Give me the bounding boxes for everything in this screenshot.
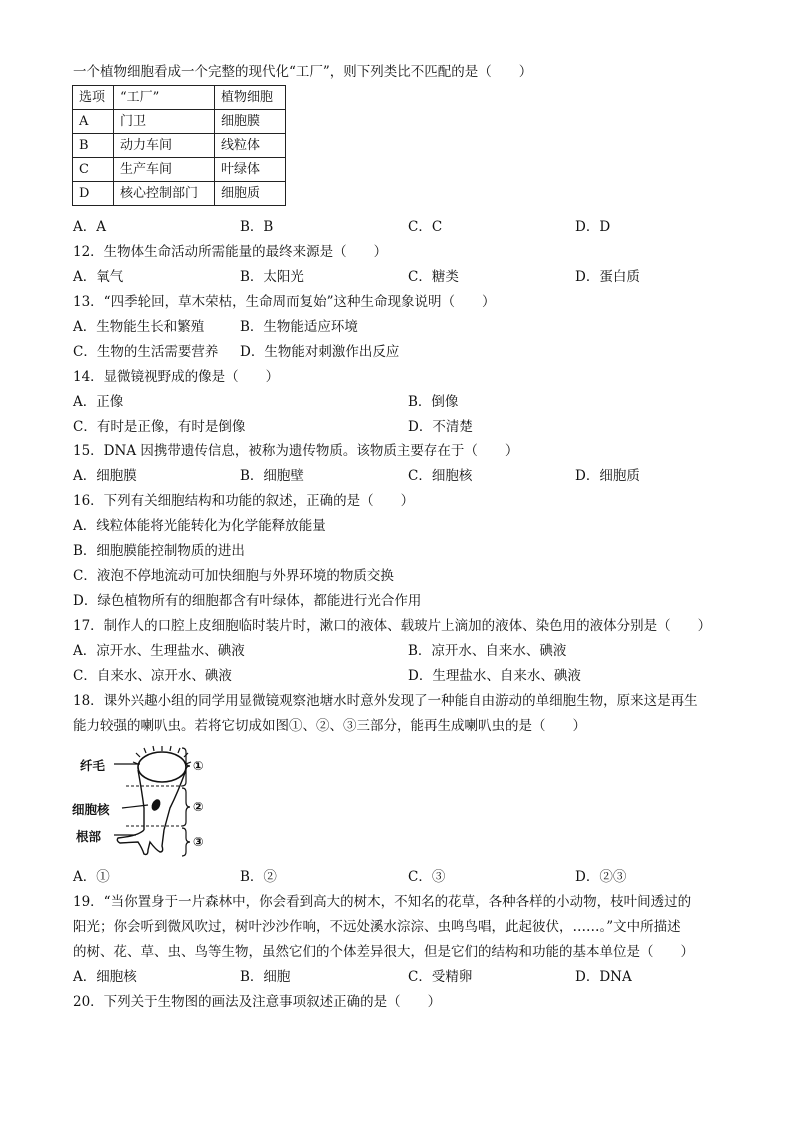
option-a: A．生物能生长和繁殖	[73, 319, 205, 335]
label-root: 根部	[76, 829, 102, 844]
table-header-row	[73, 86, 286, 110]
table-row	[73, 110, 286, 134]
question-15-stem: 15．DNA 因携带遗传信息，被称为遗传物质。该物质主要存在于（ ）	[73, 443, 519, 459]
option-c: C．糖类	[408, 269, 459, 285]
option-c: C．有时是正像，有时是倒像	[73, 419, 246, 435]
option-d: D．蛋白质	[575, 269, 640, 285]
question-20-stem: 20．下列关于生物图的画法及注意事项叙述正确的是（ ）	[73, 994, 442, 1010]
question-19-stem-line-3: 的树、花、草、虫、鸟等生物，虽然它们的个体差异很大，但是它们的结构和功能的基本单位是（ ）	[73, 944, 694, 960]
option-b: B．太阳光	[240, 269, 304, 285]
option-a: A．细胞核	[73, 969, 137, 985]
option-d: D．生理盐水、自来水、碘液	[408, 668, 581, 684]
option-a: A．凉开水、生理盐水、碘液	[73, 643, 245, 659]
option-d: D．生物能对刺激作出反应	[240, 344, 400, 360]
option-c: C．细胞核	[408, 468, 473, 484]
table-cell: D	[73, 182, 114, 206]
option-c: C．生物的生活需要营养	[73, 344, 219, 360]
option-a: A．细胞膜	[73, 468, 137, 484]
question-12-stem: 12．生物体生命活动所需能量的最终来源是（ ）	[73, 244, 388, 260]
table-cell: 叶绿体	[215, 158, 286, 182]
table-cell: 线粒体	[215, 134, 286, 158]
table-row	[73, 158, 286, 182]
table-cell: A	[73, 110, 114, 134]
option-d: D．②③	[575, 869, 627, 885]
question-14-stem: 14．显微镜视野成的像是（ ）	[73, 369, 280, 385]
option-c: C．受精卵	[408, 969, 473, 985]
table-cell: C	[73, 158, 114, 182]
question-13-stem: 13．“四季轮回，草木荣枯，生命周而复始”这种生命现象说明（ ）	[73, 294, 496, 310]
option-c: C．液泡不停地流动可加快细胞与外界环境的物质交换	[73, 568, 394, 584]
option-d: D．细胞质	[575, 468, 640, 484]
option-d: D．DNA	[575, 969, 632, 985]
option-b: B．倒像	[408, 394, 459, 410]
table-cell: 动力车间	[114, 134, 215, 158]
option-d: D．绿色植物所有的细胞都含有叶绿体，都能进行光合作用	[73, 593, 422, 609]
table-header: 选项	[73, 86, 114, 110]
option-a: A．线粒体能将光能转化为化学能释放能量	[73, 518, 326, 534]
table-header: “工厂”	[114, 86, 215, 110]
question-11-table	[72, 85, 286, 206]
trumpet-animal-figure	[72, 742, 218, 860]
question-17-stem: 17．制作人的口腔上皮细胞临时装片时，漱口的液体、载玻片上滴加的液体、染色用的液体分别是（ ）	[73, 618, 712, 634]
question-19-stem-line-2: 阳光；你会听到微风吹过，树叶沙沙作响，不远处溪水淙淙、虫鸣鸟唱，此起彼伏，……。”文中所描述	[73, 919, 681, 935]
option-c: C．③	[408, 869, 446, 885]
question-18-stem-line-1: 18．课外兴趣小组的同学用显微镜观察池塘水时意外发现了一种能自由游动的单细胞生物，原来这是再生	[73, 693, 698, 709]
table-cell: 门卫	[114, 110, 215, 134]
question-19-stem-line-1: 19．“当你置身于一片森林中，你会看到高大的树木，不知名的花草，各种各样的小动物，枝叶间透过的	[73, 894, 692, 910]
option-b: B．凉开水、自来水、碘液	[408, 643, 567, 659]
table-cell: 细胞膜	[215, 110, 286, 134]
part-1-marker: ①	[193, 758, 204, 773]
question-16-stem: 16．下列有关细胞结构和功能的叙述，正确的是（ ）	[73, 493, 415, 509]
option-b: B．B	[240, 219, 274, 235]
option-a: A．氧气	[73, 269, 124, 285]
option-c: C．自来水、凉开水、碘液	[73, 668, 232, 684]
option-b: B．生物能适应环境	[240, 319, 358, 335]
option-a: A．①	[73, 869, 110, 885]
option-a: A．A	[73, 219, 106, 235]
option-a: A．正像	[73, 394, 124, 410]
table-cell: 细胞质	[215, 182, 286, 206]
option-d: D．D	[575, 219, 611, 235]
label-cilia: 纤毛	[80, 758, 106, 773]
table-row	[73, 182, 286, 206]
question-18-stem-line-2: 能力较强的喇叭虫。若将它切成如图①、②、③三部分，能再生成喇叭虫的是（ ）	[73, 718, 586, 734]
option-b: B．细胞膜能控制物质的进出	[73, 543, 245, 559]
question-11-stem: 一个植物细胞看成一个完整的现代化“工厂”，则下列类比不匹配的是（ ）	[73, 64, 533, 80]
part-2-marker: ②	[193, 799, 204, 814]
table-cell: B	[73, 134, 114, 158]
option-b: B．②	[240, 869, 277, 885]
table-cell: 生产车间	[114, 158, 215, 182]
option-b: B．细胞	[240, 969, 291, 985]
table-cell: 核心控制部门	[114, 182, 215, 206]
table-header: 植物细胞	[215, 86, 286, 110]
table-row	[73, 134, 286, 158]
label-nucleus: 细胞核	[72, 802, 110, 817]
option-c: C．C	[408, 219, 443, 235]
option-d: D．不清楚	[408, 419, 473, 435]
part-3-marker: ③	[193, 834, 204, 849]
option-b: B．细胞壁	[240, 468, 304, 484]
